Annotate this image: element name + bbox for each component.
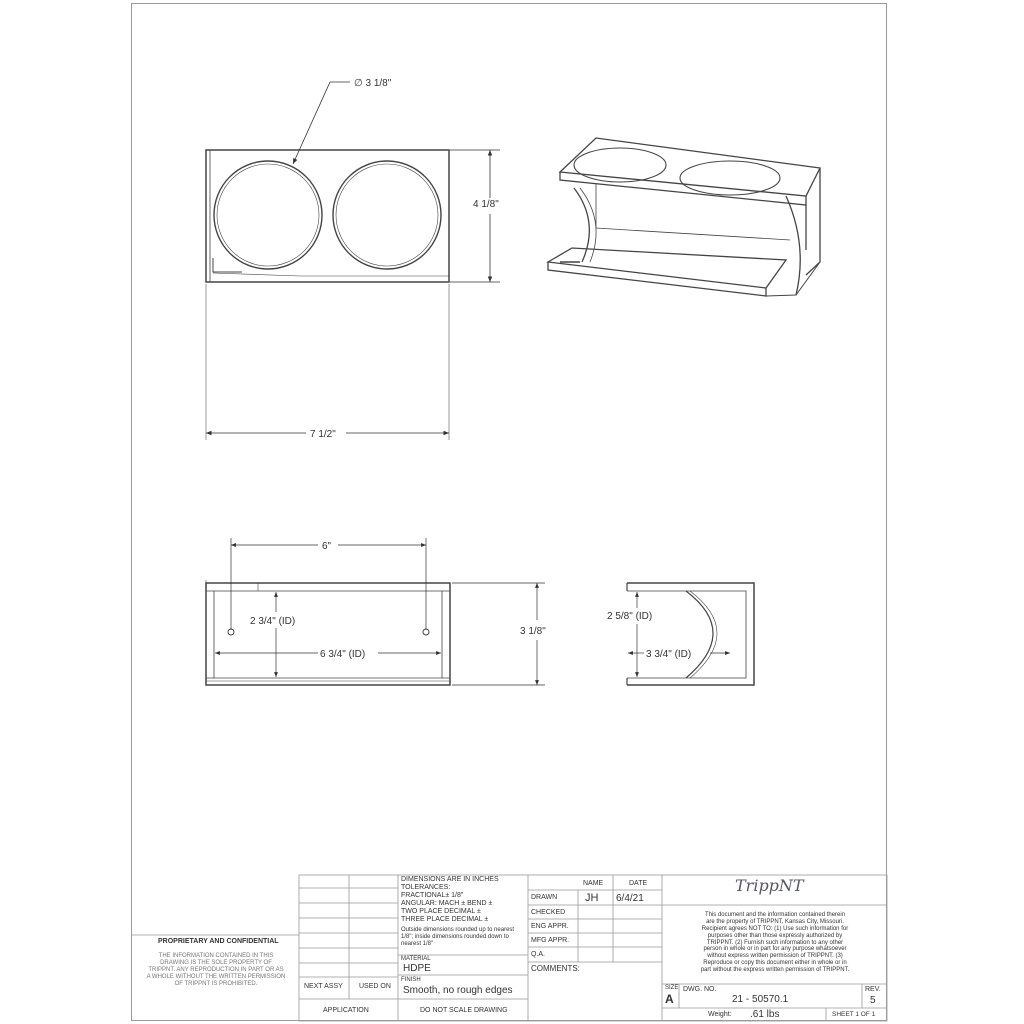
isometric-view — [548, 138, 820, 296]
height-front-label: 3 1/8" — [520, 626, 546, 637]
height-top-label: 4 1/8" — [473, 199, 499, 210]
qa-label: Q.A. — [531, 951, 546, 958]
id-height-label: 2 3/4" (ID) — [250, 616, 296, 627]
weight-label: Weight: — [708, 1011, 732, 1018]
do-not-scale: DO NOT SCALE DRAWING — [420, 1007, 508, 1014]
eng-appr-label: ENG APPR. — [531, 923, 569, 930]
rev-value: 5 — [870, 995, 876, 1006]
application-label: APPLICATION — [323, 1007, 369, 1014]
tol-line3: FRACTIONAL± 1/8" — [401, 892, 464, 899]
size-value: A — [665, 992, 674, 1006]
name-header: NAME — [583, 880, 604, 887]
hole-spacing-label: 6" — [322, 541, 332, 552]
comments-label: COMMENTS: — [531, 964, 580, 973]
rev-label: REV. — [865, 986, 881, 993]
material-value: HDPE — [403, 963, 431, 974]
date-header: DATE — [629, 880, 648, 887]
tol-line4: ANGULAR: MACH ± BEND ± — [401, 900, 493, 907]
sheet-label: SHEET 1 OF 1 — [832, 1011, 876, 1018]
diameter-leader — [293, 78, 392, 164]
side-height-label: 2 5/8" (ID) — [607, 611, 653, 622]
material-label: MATERIAL — [401, 956, 431, 962]
height-top-dimension — [450, 150, 500, 282]
proprietary-heading: PROPRIETARY AND CONFIDENTIAL — [158, 938, 279, 945]
company-notice: This document and the information contained therein are the property of TRIPPNT, Kansas City, Missouri. Recipient agrees NOT TO: (1) Use such information for purposes other than those expressly authorized by TRIPPNT. (2) Furnish such information to any other person in whole or in part for any purpose whatsoever without express written permission of TRIPPNT. (3) Reproduce or copy this document either in whole or in part without the express written permission of TRIPPNT. — [700, 912, 850, 974]
drawn-label: DRAWN — [531, 894, 558, 901]
side-view — [627, 583, 754, 685]
checked-label: CHECKED — [531, 909, 566, 916]
drawn-date: 6/4/21 — [616, 893, 644, 904]
used-on-label: USED ON — [359, 983, 391, 990]
drawn-name: JH — [585, 892, 599, 904]
tol-line2: TOLERANCES: — [401, 884, 451, 891]
proprietary-text: THE INFORMATION CONTAINED IN THIS DRAWING IS THE SOLE PROPERTY OF TRIPPNT. ANY REPRODUCTION IN PART OR AS A WHOLE WITHOUT THE WRITTEN PERMISSION OF TRIPPNT IS PROHIBITED. — [146, 953, 286, 987]
width-label: 7 1/2" — [310, 429, 336, 440]
id-width-label: 6 3/4" (ID) — [320, 649, 366, 660]
next-assy-label: NEXT ASSY — [304, 983, 343, 990]
weight-value: .61 lbs — [750, 1009, 780, 1020]
tol-line5: TWO PLACE DECIMAL ± — [401, 908, 481, 915]
finish-value: Smooth, no rough edges — [403, 985, 513, 996]
tol-line1: DIMENSIONS ARE IN INCHES — [401, 876, 499, 883]
diameter-label: ∅ 3 1/8" — [354, 78, 392, 89]
dwg-no-label: DWG. NO. — [683, 986, 717, 993]
finish-label: FINISH — [401, 977, 421, 983]
mfg-appr-label: MFG APPR. — [531, 937, 570, 944]
dwg-no-value: 21 - 50570.1 — [732, 994, 789, 1005]
company-logo: TrippNT — [735, 876, 804, 895]
top-view — [206, 150, 449, 282]
size-label: SIZE — [665, 985, 679, 991]
tol-note: Outside dimensions rounded up to nearest 1/8"; inside dimensions rounded down to nearest 1/8" — [401, 927, 515, 947]
front-view — [206, 583, 450, 685]
side-depth-label: 3 3/4" (ID) — [646, 649, 692, 660]
tol-line6: THREE PLACE DECIMAL ± — [401, 916, 489, 923]
